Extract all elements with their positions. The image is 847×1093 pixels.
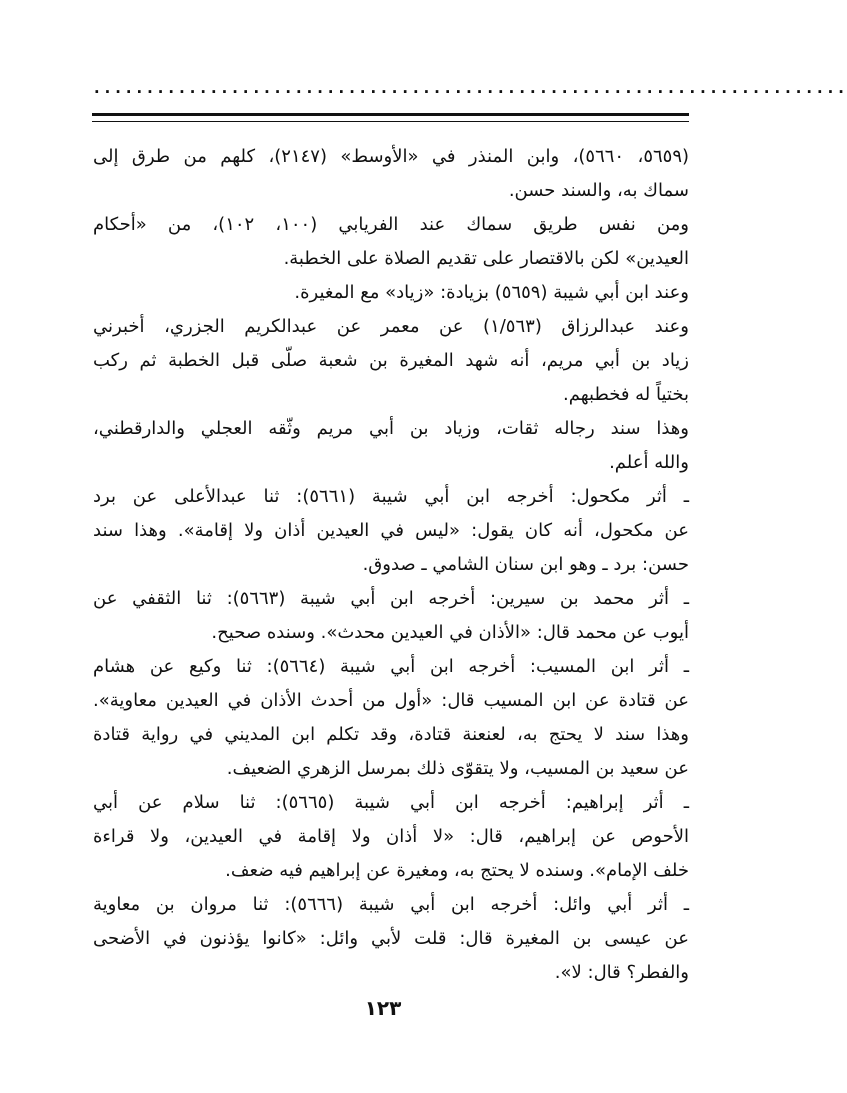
text-line: ـ أثر مكحول: أخرجه ابن أبي شيبة (٥٦٦١): ثنا عبدالأعلى عن برد (93, 486, 690, 507)
text-line: ـ أثر محمد بن سيرين: أخرجه ابن أبي شيبة (٥٦٦٣): ثنا الثقفي عن (93, 588, 689, 609)
footnote-text-block (93, 140, 689, 990)
text-line: عن قتادة عن ابن المسيب قال: «أول من أحدث الأذان في العيدين معاوية». (93, 690, 689, 711)
text-line: وهذا سند لا يحتج به، لعنعنة قتادة، وقد تكلم ابن المديني في رواية قتادة (93, 724, 689, 745)
text-line: ـ أثر ابن المسيب: أخرجه ابن أبي شيبة (٥٦٦٤): ثنا وكيع عن هشام (93, 656, 689, 677)
text-line: بختياً له فخطبهم. (563, 384, 689, 405)
text-line: حسن: برد ـ وهو ابن سنان الشامي ـ صدوق. (362, 554, 689, 575)
text-line: أيوب عن محمد قال: «الأذان في العيدين محدث». وسنده صحيح. (211, 622, 689, 643)
text-line: عن عيسى بن المغيرة قال: قلت لأبي وائل: «كانوا يؤذنون في الأضحى (93, 928, 689, 949)
header-rule-thin (92, 121, 689, 122)
text-line: ـ أثر أبي وائل: أخرجه ابن أبي شيبة (٥٦٦٦): ثنا مروان بن معاوية (93, 894, 689, 915)
text-line: (٥٦٥٩، ٥٦٦٠)، وابن المنذر في «الأوسط» (٢١٤٧)، كلهم من طرق إلى (93, 146, 690, 167)
text-line: ومن نفس طريق سماك عند الفريابي (١٠٠، ١٠٢)، من «أحكام (93, 214, 689, 235)
text-line: سماك به، والسند حسن. (508, 180, 689, 201)
text-line: خلف الإمام». وسنده لا يحتج به، ومغيرة عن إبراهيم فيه ضعف. (225, 860, 689, 881)
text-line: وعند ابن أبي شيبة (٥٦٥٩) بزيادة: «زياد» مع المغيرة. (294, 282, 689, 303)
header-rule-thick (92, 113, 689, 116)
text-line: الأحوص عن إبراهيم، قال: «لا أذان ولا إقامة في العيدين، ولا قراءة (93, 826, 689, 847)
text-line: عن سعيد بن المسيب، ولا يتقوّى ذلك بمرسل الزهري الضعيف. (226, 758, 689, 779)
text-line: العيدين» لكن بالاقتصار على تقديم الصلاة على الخطبة. (283, 248, 689, 269)
text-line: عن مكحول، أنه كان يقول: «ليس في العيدين أذان ولا إقامة». وهذا سند (93, 520, 689, 541)
text-line: زياد بن أبي مريم، أنه شهد المغيرة بن شعبة صلّى قبل الخطبة ثم ركب (93, 350, 689, 371)
text-line: والله أعلم. (609, 452, 689, 473)
dotted-separator: ....................................................................... (92, 78, 847, 97)
text-line: ـ أثر إبراهيم: أخرجه ابن أبي شيبة (٥٦٦٥): ثنا سلام عن أبي (93, 792, 689, 813)
text-line: وعند عبدالرزاق (١/٥٦٣) عن معمر عن عبدالكريم الجزري، أخبرني (93, 316, 689, 337)
page-number: ١٢٣ (364, 996, 402, 1020)
text-line: وهذا سند رجاله ثقات، وزياد بن أبي مريم وثّقه العجلي والدارقطني، (93, 418, 689, 439)
text-line: والفطر؟ قال: لا». (554, 962, 689, 983)
